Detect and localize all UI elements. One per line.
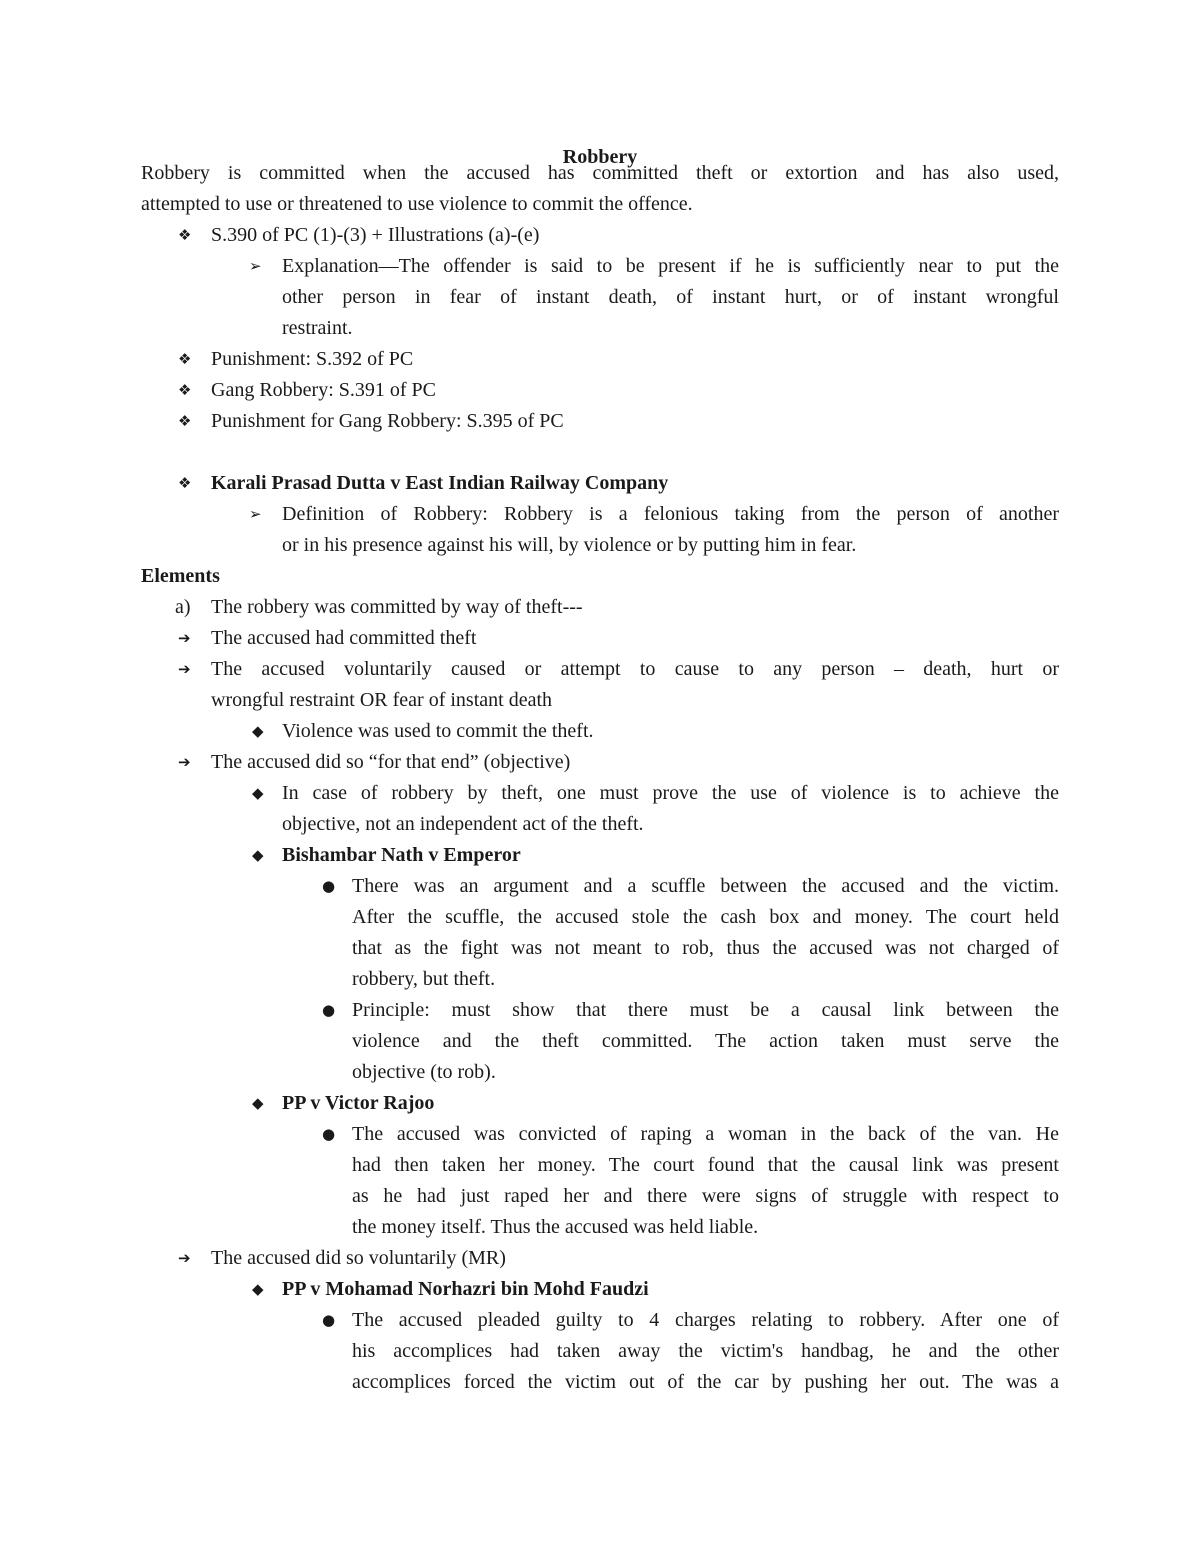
solid-diamond-bullet-icon: ◆ xyxy=(252,722,264,740)
text-line xyxy=(0,840,1200,871)
line-text: his accomplices had taken away the victim's handbag, he and the other xyxy=(352,1340,1059,1362)
text-line xyxy=(0,220,1200,251)
text-line xyxy=(0,747,1200,778)
line-text: The robbery was committed by way of theft--- xyxy=(211,596,583,618)
text-line xyxy=(0,406,1200,437)
text-line xyxy=(0,375,1200,406)
text-line xyxy=(0,1274,1200,1305)
line-text: Punishment for Gang Robbery: S.395 of PC xyxy=(211,410,564,432)
text-line xyxy=(0,344,1200,375)
diamond-bullet-icon: ❖ xyxy=(178,226,192,244)
solid-diamond-bullet-icon: ◆ xyxy=(252,1094,264,1112)
text-line xyxy=(0,1026,1200,1057)
text-line xyxy=(0,1336,1200,1367)
diamond-bullet-icon: ❖ xyxy=(178,381,192,399)
arrow-bullet-icon: ➔ xyxy=(178,753,191,771)
line-text: Robbery is committed when the accused has committed theft or extortion and has also used, xyxy=(141,162,1059,184)
line-text: The accused did so voluntarily (MR) xyxy=(211,1247,506,1269)
solid-diamond-bullet-icon: ◆ xyxy=(252,846,264,864)
text-line xyxy=(0,1057,1200,1088)
solid-diamond-bullet-icon: ◆ xyxy=(252,1280,264,1298)
line-text: other person in fear of instant death, of instant hurt, or of instant wrongful xyxy=(282,286,1059,308)
line-text: Principle: must show that there must be a causal link between the xyxy=(352,999,1059,1021)
page-title: Robbery xyxy=(562,146,638,168)
line-text: robbery, but theft. xyxy=(352,968,496,990)
line-text: S.390 of PC (1)-(3) + Illustrations (a)-(e) xyxy=(211,224,540,246)
line-text: violence and the theft committed. The action taken must serve the xyxy=(352,1030,1059,1052)
dot-bullet-icon: ● xyxy=(322,1125,336,1143)
solid-diamond-bullet-icon: ◆ xyxy=(252,784,264,802)
text-line xyxy=(0,809,1200,840)
diamond-bullet-icon: ❖ xyxy=(178,474,192,492)
line-text: accomplices forced the victim out of the car by pushing her out. The was a xyxy=(352,1371,1059,1393)
dot-bullet-icon: ● xyxy=(322,877,336,895)
case-heading: Elements xyxy=(141,565,220,587)
case-heading: PP v Mohamad Norhazri bin Mohd Faudzi xyxy=(282,1278,649,1300)
line-text: The accused was convicted of raping a woman in the back of the van. He xyxy=(352,1123,1059,1145)
text-line xyxy=(0,964,1200,995)
list-letter-marker: a) xyxy=(175,596,191,618)
line-text: objective (to rob). xyxy=(352,1061,496,1083)
text-line xyxy=(0,685,1200,716)
case-heading: Bishambar Nath v Emperor xyxy=(282,844,521,866)
line-text: objective, not an independent act of the theft. xyxy=(282,813,644,835)
line-text: The accused voluntarily caused or attempt to cause to any person – death, hurt or xyxy=(211,658,1059,680)
dot-bullet-icon: ● xyxy=(322,1001,336,1019)
text-line xyxy=(0,251,1200,282)
dot-bullet-icon: ● xyxy=(322,1311,336,1329)
text-line xyxy=(0,1243,1200,1274)
text-line xyxy=(0,623,1200,654)
line-text: There was an argument and a scuffle between the accused and the victim. xyxy=(352,875,1059,897)
line-text: restraint. xyxy=(282,317,353,339)
arrow-bullet-icon: ➔ xyxy=(178,629,191,647)
line-text: Violence was used to commit the theft. xyxy=(282,720,594,742)
text-line xyxy=(0,1181,1200,1212)
text-line xyxy=(0,468,1200,499)
line-text: that as the fight was not meant to rob, thus the accused was not charged of xyxy=(352,937,1059,959)
line-text: as he had just raped her and there were signs of struggle with respect to xyxy=(352,1185,1059,1207)
text-line xyxy=(0,158,1200,189)
text-line xyxy=(0,1212,1200,1243)
case-heading: PP v Victor Rajoo xyxy=(282,1092,435,1114)
arrow-bullet-icon: ➔ xyxy=(178,660,191,678)
line-text: the money itself. Thus the accused was held liable. xyxy=(352,1216,759,1238)
line-text: Gang Robbery: S.391 of PC xyxy=(211,379,436,401)
line-text: attempted to use or threatened to use violence to commit the offence. xyxy=(141,193,693,215)
text-line xyxy=(0,1088,1200,1119)
case-heading: Karali Prasad Dutta v East Indian Railway Company xyxy=(211,472,669,494)
line-text: Definition of Robbery: Robbery is a felonious taking from the person of another xyxy=(282,503,1059,525)
arrowhead-bullet-icon: ➢ xyxy=(249,505,262,523)
text-line xyxy=(0,1119,1200,1150)
text-line xyxy=(0,778,1200,809)
text-line xyxy=(0,995,1200,1026)
text-line xyxy=(0,313,1200,344)
text-line xyxy=(0,716,1200,747)
line-text: Punishment: S.392 of PC xyxy=(211,348,414,370)
text-line xyxy=(0,189,1200,220)
text-line xyxy=(0,1150,1200,1181)
line-text: After the scuffle, the accused stole the cash box and money. The court held xyxy=(352,906,1059,928)
arrowhead-bullet-icon: ➢ xyxy=(249,257,262,275)
diamond-bullet-icon: ❖ xyxy=(178,412,192,430)
text-line xyxy=(0,933,1200,964)
text-line xyxy=(0,1305,1200,1336)
text-line xyxy=(0,530,1200,561)
line-text: The accused had committed theft xyxy=(211,627,477,649)
line-text: In case of robbery by theft, one must prove the use of violence is to achieve the xyxy=(282,782,1059,804)
text-line xyxy=(0,282,1200,313)
text-line xyxy=(0,499,1200,530)
diamond-bullet-icon: ❖ xyxy=(178,350,192,368)
text-line xyxy=(0,654,1200,685)
text-line xyxy=(0,592,1200,623)
line-text: or in his presence against his will, by violence or by putting him in fear. xyxy=(282,534,857,556)
text-line xyxy=(0,561,1200,592)
text-line xyxy=(0,871,1200,902)
text-line xyxy=(0,902,1200,933)
arrow-bullet-icon: ➔ xyxy=(178,1249,191,1267)
text-line xyxy=(0,1367,1200,1398)
line-text: wrongful restraint OR fear of instant death xyxy=(211,689,553,711)
line-text: The accused pleaded guilty to 4 charges relating to robbery. After one of xyxy=(352,1309,1059,1331)
line-text: had then taken her money. The court found that the causal link was present xyxy=(352,1154,1059,1176)
line-text: Explanation—The offender is said to be present if he is sufficiently near to put the xyxy=(282,255,1059,277)
line-text: The accused did so “for that end” (objective) xyxy=(211,751,571,773)
